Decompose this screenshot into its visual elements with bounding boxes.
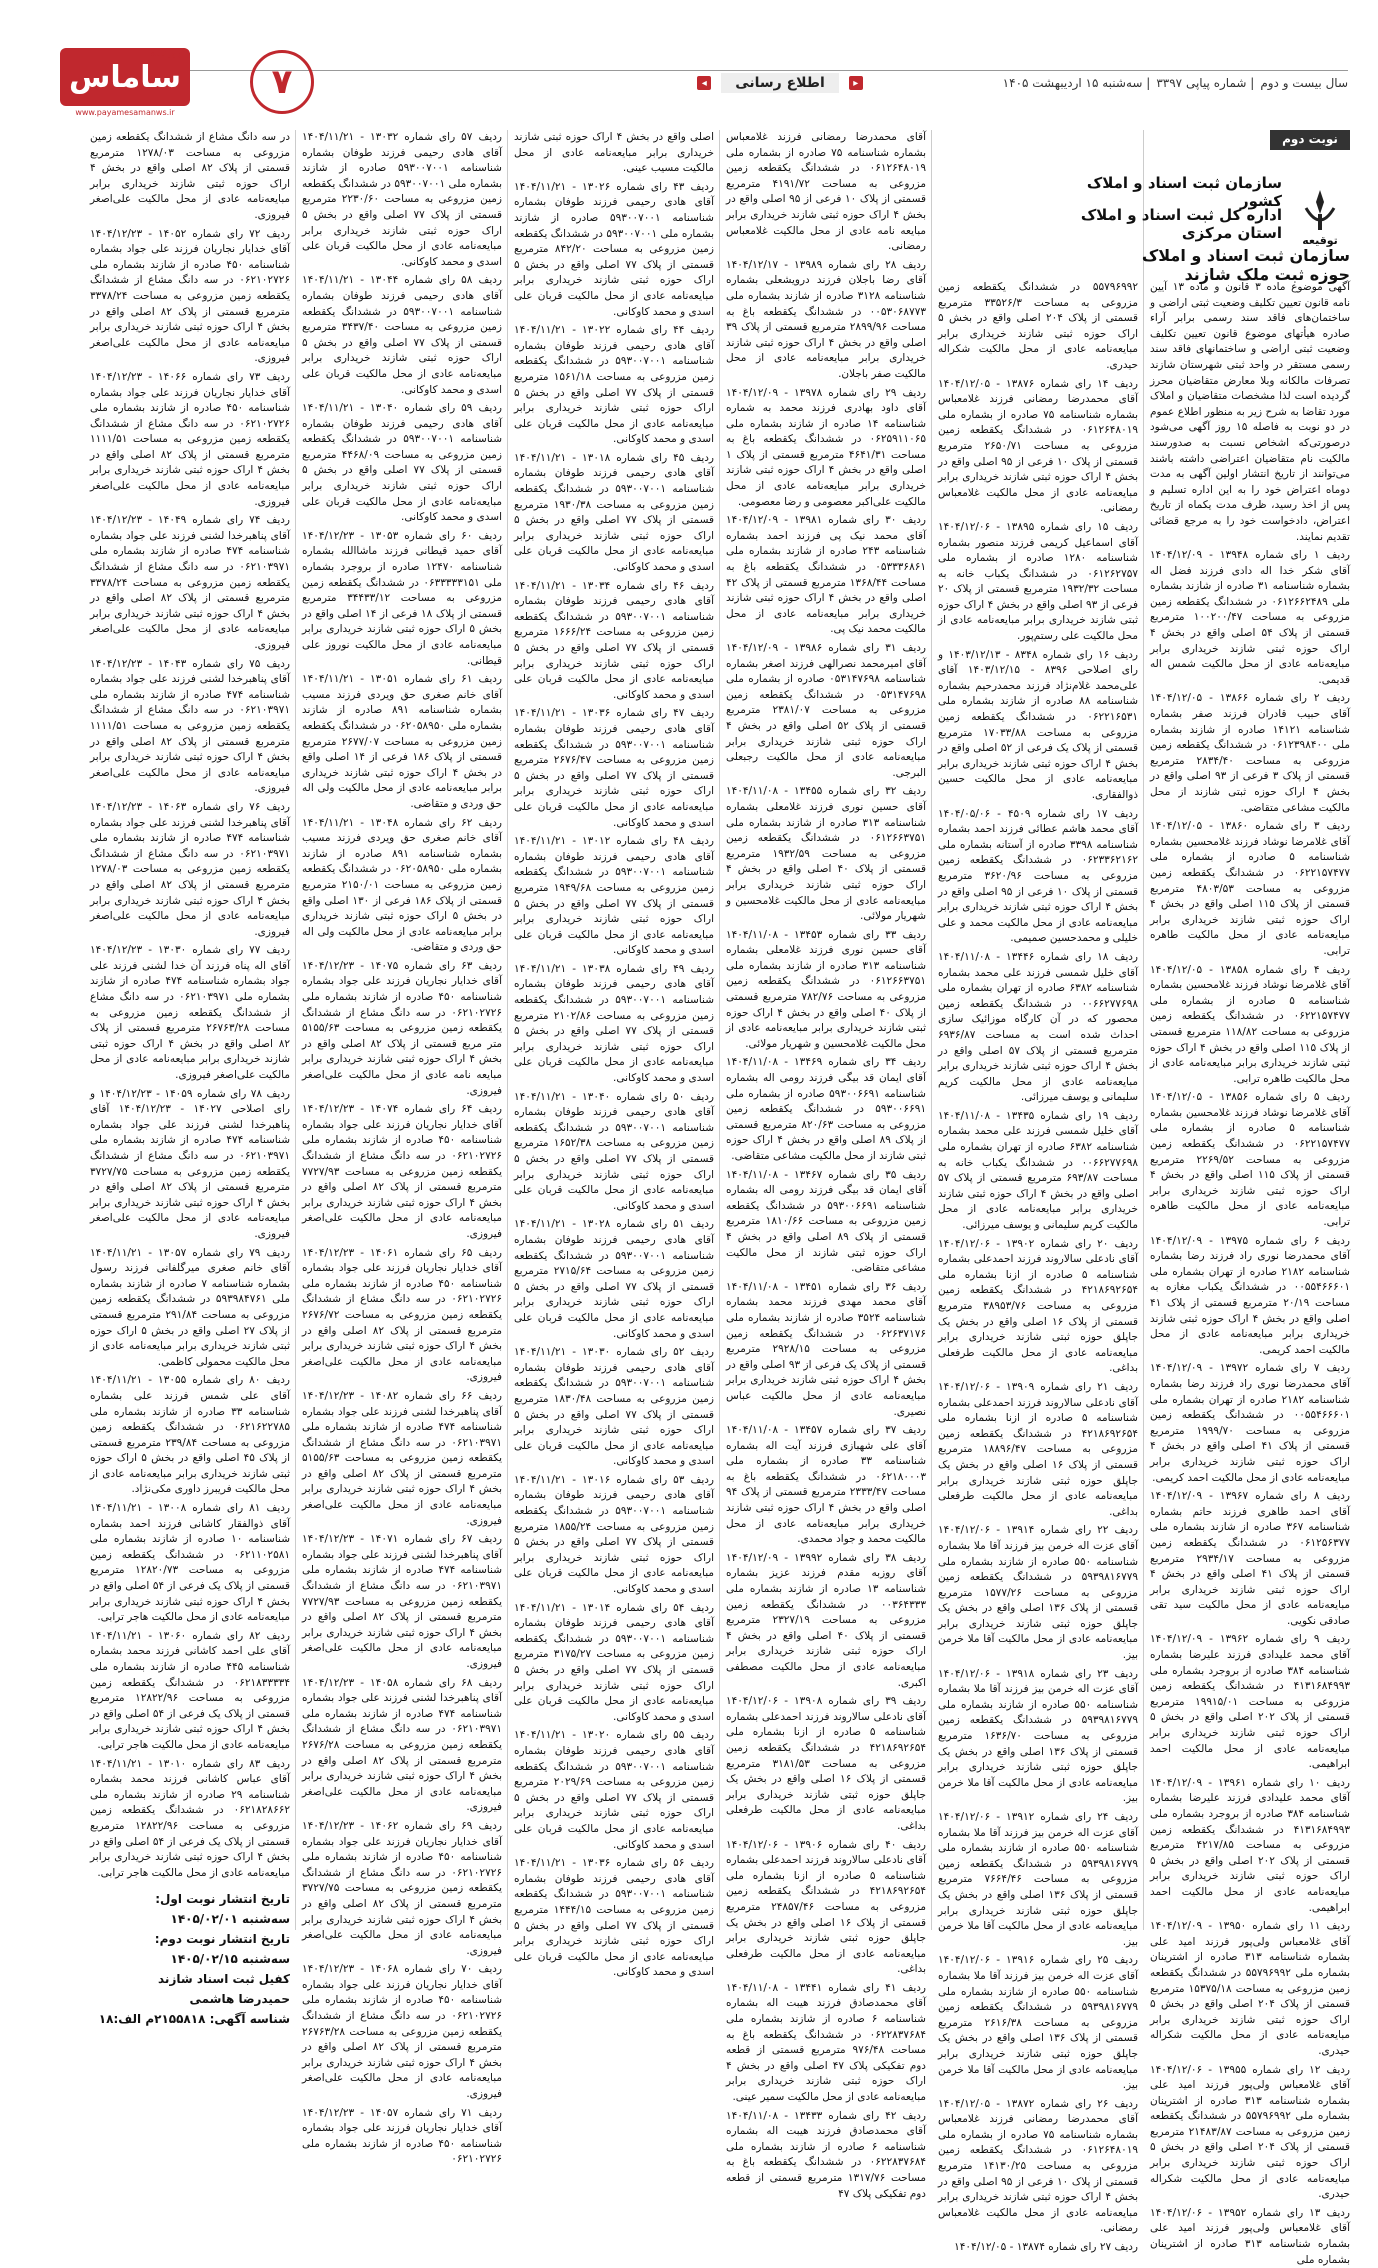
- notice-entry: ردیف ۷۱ رای شماره ۱۴۰۵۷ - ۱۴۰۴/۱۲/۲۳ آقای خدایار نجاریان فرزند علی جواد بشماره شناسنامه ۴۵۰ صادره از شازند بشماره ملی ۰۶۲۱۰۲۷۲۶: [302, 2106, 502, 2166]
- notice-entry: ردیف ۷۶ رای شماره ۱۴۰۶۳ - ۱۴۰۴/۱۲/۲۳ آقای پناهبرخدا لشنی فرزند علی جواد بشماره شناسنامه ۴۷۴ صادره از شازند بشماره ملی ۰۶۲۱۰۳۹۷۱ در سه دانگ مشاع از ششدانگ یکقطعه زمین مزروعی به مساحت ۱۲۷۸/۰۳ مترمربع قسمتی از پلاک ۸۲ اصلی واقع در بخش ۴ اراک حوزه ثبتی شازند خریداری برابر مبایعه‌نامه عادی از محل مالکیت علی‌اصغر فیروزی.: [90, 800, 290, 938]
- notice-entry: ردیف ۷۷ رای شماره ۱۳۰۳۰ - ۱۴۰۴/۱۲/۲۳ آقای اله پناه فرزند آن خدا لشنی فرزند علی جواد بشماره شناسنامه ۴۷۴ صادره از شازند بشماره ملی ۰۶۲۱۰۳۹۷۱ در سه دانگ مشاع از ششدانگ یکقطعه زمین مزروعی به مساحت ۲۶۷۶۳/۲۸ مترمربع قسمتی از پلاک ۸۲ اصلی واقع در بخش ۴ اراک حوزه ثبتی شازند خریداری برابر مبایعه‌نامه عادی از محل مالکیت علی‌اصغر فیروزی.: [90, 944, 290, 1082]
- issue-info: سال بیست و دوم| شماره پیاپی ۳۳۹۷| سه‌شنبه ۱۵ اردیبهشت ۱۴۰۵: [1002, 76, 1348, 90]
- notice-entry: ردیف ۸۱ رای شماره ۱۳۰۰۸ - ۱۴۰۴/۱۱/۲۱ آقای ذوالفقار کاشانی فرزند احمد بشماره شناسنامه ۱۰ صادره از شازند بشماره ملی ۰۶۲۱۱۰۲۵۸۱ در ششدانگ یکقطعه زمین مزروعی به مساحت ۱۲۸۲۰/۷۳ مترمربع قسمتی از پلاک یک فرعی از ۵۴ اصلی واقع در بخش ۴ اراک حوزه ثبتی شازند خریداری برابر مبایعه‌نامه عادی از محل مالکیت هاجر ترابی.: [90, 1502, 290, 1624]
- notice-entry: ردیف ۳۰ رای شماره ۱۳۹۸۱ - ۱۴۰۴/۱۲/۰۹ آقای محمد نیک پی فرزند احمد بشماره شناسنامه ۲۴۳ صادره از شازند بشماره ملی ۰۵۳۳۳۶۸۶۱ در ششدانگ یکقطعه باغ به مساحت ۱۳۶۸/۴۴ مترمربع قسمتی از پلاک ۴۲ اصلی واقع در بخش ۴ اراک حوزه ثبتی شازند خریداری برابر مبایعه‌نامه عادی از محل مالکیت محمد نیک پی.: [726, 514, 927, 636]
- column-5: [302, 130, 503, 2166]
- notice-entry: ردیف ۲ رای شماره ۱۳۸۶۶ - ۱۴۰۴/۱۲/۰۵ آقای حبیب قادران فرزند صفر بشماره شناسنامه ۱۴۱۲۱ صادره از شازند بشماره ملی ۰۶۱۲۳۹۸۴۰۰ در ششدانگ یکقطعه زمین مزروعی به مساحت ۲۸۳۴/۴۰ مترمربع قسمتی از پلاک ۳ فرعی از ۹۳ اصلی واقع در بخش ۴ اراک حوزه ثبتی شازند از محل مالکیت مشاعی متقاضی.: [1150, 692, 1350, 814]
- notice-entry: ردیف ۴۴ رای شماره ۱۳۰۲۲ - ۱۴۰۴/۱۱/۲۱ آقای هادی رحیمی فرزند طوفان بشماره شناسنامه ۵۹۳۰۰۷۰۰۱ در ششدانگ یکقطعه زمین مزروعی به مساحت ۱۵۶۱/۱۸ مترمربع قسمتی از پلاک ۷۷ اصلی واقع در بخش ۵ اراک حوزه ثبتی شازند خریداری برابر مبایعه‌نامه عادی از محل مالکیت قربان علی اسدی و محمد کاوکانی.: [514, 324, 715, 446]
- column-divider: [1143, 130, 1144, 1930]
- footer-signer-name: حمیدرضا هاشمی: [189, 1992, 290, 2007]
- notice-entry: ردیف ۷ رای شماره ۱۳۹۷۲ - ۱۴۰۴/۱۲/۰۹ آقای محمدرضا نوری راد فرزند رضا بشماره شناسنامه ۲۱۸۲ صادره از تهران بشماره ملی ۰۰۵۵۴۶۶۶۰۱ در ششدانگ یکقطعه زمین مزروعی به مساحت ۱۹۹۹/۷۰ مترمربع قسمتی از پلاک ۴۱ اصلی واقع در بخش ۴ اراک حوزه ثبتی شازند خریداری برابر مبایعه‌نامه عادی از محل مالکیت احمد کریمی.: [1150, 1362, 1350, 1484]
- column-1: [1150, 130, 1351, 2266]
- publication-badge: نوبت دوم: [1270, 130, 1350, 150]
- notice-entry: ردیف ۷۴ رای شماره ۱۴۰۴۹ - ۱۴۰۴/۱۲/۲۳ آقای پناهبرخدا لشنی فرزند علی جواد بشماره شناسنامه ۴۷۴ صادره از شازند بشماره ملی ۰۶۲۱۰۳۹۷۱ در سه دانگ مشاع از ششدانگ یکقطعه زمین مزروعی به مساحت ۳۳۷۸/۲۴ مترمربع قسمتی از پلاک ۸۲ اصلی واقع در بخش ۴ اراک حوزه ثبتی شازند خریداری برابر مبایعه‌نامه عادی از محل مالکیت علی‌اصغر فیروزی.: [90, 514, 290, 651]
- column-3: [726, 130, 927, 2200]
- column-2: [938, 130, 1139, 2254]
- newspaper-logo[interactable]: [60, 48, 230, 120]
- notice-entry: ردیف ۱۷ رای شماره ۴۵۰۹ - ۱۴۰۴/۰۵/۰۶ آقای محمد هاشم عطائی فرزند احمد بشماره شناسنامه ۳۳۹۸ صادره از آستانه بشماره ملی ۰۶۲۳۳۶۲۱۶۲ در ششدانگ یکقطعه زمین مزروعی به مساحت ۳۶۲۰/۹۶ مترمربع قسمتی از پلاک ۱۰ فرعی از ۹۵ اصلی واقع در بخش ۴ اراک حوزه ثبتی شازند خریداری برابر مبایعه‌نامه عادی از محل مالکیت محمد و علی خلیلی و محمدحسین صمیمی.: [938, 807, 1138, 945]
- page-header: [0, 0, 1378, 120]
- notice-footer: [90, 1889, 290, 2029]
- notice-columns: [60, 130, 1351, 2266]
- column-divider: [507, 130, 508, 1930]
- notice-entry: ردیف ۶۴ رای شماره ۱۴۰۷۴ - ۱۴۰۴/۱۲/۲۳ آقای خدایار نجاریان فرزند علی جواد بشماره شناسنامه ۴۵۰ صادره از شازند بشماره ملی ۰۶۲۱۰۲۷۲۶ در سه دانگ مشاع از ششدانگ یکقطعه زمین مزروعی به مساحت ۷۷۲۷/۹۳ مترمربع قسمتی از پلاک ۸۲ اصلی واقع در بخش ۴ اراک حوزه ثبتی شازند خریداری برابر مبایعه‌نامه عادی از محل مالکیت علی‌اصغر فیروزی.: [302, 1103, 502, 1240]
- notice-entry: ردیف ۱۰ رای شماره ۱۳۹۶۱ - ۱۴۰۴/۱۲/۰۹ آقای محمد علیدادی فرزند علیرضا بشماره شناسنامه ۳۸۴ صادره از بروجرد بشماره ملی ۴۱۳۱۶۸۴۹۹۳ در ششدانگ یکقطعه زمین مزروعی به مساحت ۴۲۱۷/۸۵ مترمربع قسمتی از پلاک ۲۰۲ اصلی واقع در بخش ۵ اراک حوزه ثبتی شازند خریداری برابر مبایعه‌نامه عادی از محل مالکیت احمد ابراهیمی.: [1150, 1776, 1350, 1914]
- notice-entry: ردیف ۶۶ رای شماره ۱۴۰۸۲ - ۱۴۰۴/۱۲/۲۳ آقای پناهبرخدا لشنی فرزند علی جواد بشماره شناسنامه ۴۷۴ صادره از شازند بشماره ملی ۰۶۲۱۰۳۹۷۱ در سه دانگ مشاع از ششدانگ یکقطعه زمین مزروعی به مساحت ۵۱۵۵/۶۳ مترمربع قسمتی از پلاک ۸۲ اصلی واقع در بخش ۴ اراک حوزه ثبتی شازند خریداری برابر مبایعه‌نامه عادی از محل مالکیت علی‌اصغر فیروزی.: [302, 1389, 502, 1527]
- notice-entry: ردیف ۵۰ رای شماره ۱۳۰۴۰ - ۱۴۰۴/۱۱/۲۱ آقای هادی رحیمی فرزند طوفان بشماره شناسنامه ۵۹۳۰۰۷۰۰۱ در ششدانگ یکقطعه زمین مزروعی به مساحت ۱۶۵۲/۳۸ مترمربع قسمتی از پلاک ۷۷ اصلی واقع در بخش ۵ اراک حوزه ثبتی شازند خریداری برابر مبایعه‌نامه عادی از محل مالکیت قربان علی اسدی و محمد کاوکانی.: [514, 1090, 715, 1212]
- footer-first-date-label: تاریخ انتشار نوبت اول:: [155, 1892, 290, 1907]
- notice-entry: ردیف ۳۲ رای شماره ۱۳۴۵۵ - ۱۴۰۴/۱۱/۰۸ آقای حسین نوری فرزند غلامعلی بشماره شناسنامه ۳۱۳ صادره از شازند بشماره ملی ۰۶۱۲۶۶۳۷۵۱ در ششدانگ یکقطعه زمین مزروعی به مساحت ۱۹۳۲/۵۹ مترمربع قسمتی از پلاک ۴۰ اصلی واقع در بخش ۴ اراک حوزه ثبتی شازند خریداری برابر مبایعه‌نامه عادی از محل مالکیت غلامحسین و شهریار مولائی.: [726, 785, 926, 923]
- notice-entry: ردیف ۵۴ رای شماره ۱۳۰۱۴ - ۱۴۰۴/۱۱/۲۱ آقای هادی رحیمی فرزند طوفان بشماره شناسنامه ۵۹۳۰۰۷۰۰۱ در ششدانگ یکقطعه زمین مزروعی به مساحت ۳۱۷۵/۲۷ مترمربع قسمتی از پلاک ۷۷ اصلی واقع در بخش ۵ اراک حوزه ثبتی شازند خریداری برابر مبایعه‌نامه عادی از محل مالکیت قربان علی اسدی و محمد کاوکانی.: [514, 1601, 715, 1723]
- notice-entry: ردیف ۲۷ رای شماره ۱۳۸۷۴ - ۱۴۰۴/۱۲/۰۵: [954, 2241, 1138, 2254]
- notice-entry: ردیف ۲۵ رای شماره ۱۳۹۱۶ - ۱۴۰۴/۱۲/۰۶ آقای عزت اله خرمن بیز فرزند آقا ملا بشماره شناسنامه ۵۵۰ صادره از شازند بشماره ملی ۵۹۳۹۸۱۶۷۷۹ در ششدانگ یکقطعه زمین مزروعی به مساحت ۲۶۱۶/۳۸ مترمربع قسمتی از پلاک ۱۳۶ اصلی واقع در بخش یک جاپلق حوزه ثبتی شازند خریداری برابر مبایعه‌نامه عادی از محل مالکیت آقا ملا خرمن بیز.: [938, 1954, 1139, 2092]
- notice-entry: ردیف ۱۵ رای شماره ۱۳۸۹۵ - ۱۴۰۴/۱۲/۰۶ آقای اسماعیل کریمی فرزند منصور بشماره شناسنامه ۱۲۸۰ صادره از بشماره ملی ۰۶۱۲۶۲۷۵۷ در ششدانگ یکباب خانه به مساحت ۱۹۳۲/۳۲ مترمربع قسمتی از پلاک ۲۰ فرعی از ۹۳ اصلی واقع در بخش ۴ اراک حوزه ثبتی شازند خریداری برابر مبایعه‌نامه عادی از محل مالکیت علی رستم‌پور.: [938, 520, 1138, 643]
- notice-entry: آقای محمدرضا رمضانی فرزند غلامعباس بشماره شناسنامه ۷۵ صادره از بشماره ملی ۰۶۱۲۶۴۸۰۱۹ در ششدانگ یکقطعه زمین مزروعی به مساحت ۴۱۹۱/۷۲ مترمربع قسمتی از پلاک ۱۰ فرعی از ۹۵ اصلی واقع در بخش ۴ اراک حوزه ثبتی شازند خریداری برابر مبایعه نامه عادی از محل مالکیت غلامعباس رمضانی.: [726, 131, 927, 253]
- notice-entry: ردیف ۴۷ رای شماره ۱۳۰۳۶ - ۱۴۰۴/۱۱/۲۱ آقای هادی رحیمی فرزند طوفان بشماره شناسنامه ۵۹۳۰۰۷۰۰۱ در ششدانگ یکقطعه زمین مزروعی به مساحت ۲۶۷۶/۴۷ مترمربع قسمتی از پلاک ۷۷ اصلی واقع در بخش ۵ اراک حوزه ثبتی شازند خریداری برابر مبایعه‌نامه عادی از محل مالکیت قربان علی اسدی و محمد کاوکانی.: [514, 707, 715, 829]
- notice-entry: ردیف ۷۹ رای شماره ۱۳۰۵۷ - ۱۴۰۴/۱۱/۲۱ آقای خانم صغری میرگلفانی فرزند رسول بشماره شناسنامه ۷ صادره از شازند بشماره ملی ۵۹۳۹۸۴۷۶۱ در ششدانگ یکقطعه زمین مزروعی به مساحت ۲۹۱/۸۴ مترمربع قسمتی از پلاک ۲۷ اصلی واقع در بخش ۵ اراک حوزه ثبتی شازند خریداری برابر مبایعه‌نامه عادی از محل مالکیت محمولی کاظمی.: [90, 1246, 290, 1368]
- footer-second-date-label: تاریخ انتشار نوبت دوم:: [154, 1932, 290, 1947]
- notice-entry: ردیف ۵۲ رای شماره ۱۳۰۳۰ - ۱۴۰۴/۱۱/۲۱ آقای هادی رحیمی فرزند طوفان بشماره شناسنامه ۵۹۳۰۰۷۰۰۱ در ششدانگ یکقطعه زمین مزروعی به مساحت ۱۸۳۰/۴۸ مترمربع قسمتی از پلاک ۷۷ اصلی واقع در بخش ۵ اراک حوزه ثبتی شازند خریداری برابر مبایعه‌نامه عادی از محل مالکیت قربان علی اسدی و محمد کاوکانی.: [514, 1346, 715, 1468]
- notice-entry: ردیف ۲۳ رای شماره ۱۳۹۱۸ - ۱۴۰۴/۱۲/۰۶ آقای عزت اله خرمن بیز فرزند آقا ملا بشماره شناسنامه ۵۵۰ صادره از شازند بشماره ملی ۵۹۳۹۸۱۶۷۷۹ در ششدانگ یکقطعه زمین مزروعی به مساحت ۱۶۳۶/۷۰ مترمربع قسمتی از پلاک ۱۳۶ اصلی واقع در بخش یک جاپلق حوزه ثبتی شازند خریداری برابر مبایعه‌نامه عادی از محل مالکیت آقا ملا خرمن بیز.: [938, 1667, 1139, 1805]
- notice-entry: ردیف ۶ رای شماره ۱۳۹۷۵ - ۱۴۰۴/۱۲/۰۹ آقای محمدرضا نوری راد فرزند رضا بشماره شناسنامه ۲۱۸۲ صادره از تهران بشماره ملی ۰۰۵۵۴۶۶۶۰۱ در ششدانگ یکباب مغازه به مساحت ۲۰/۱۹ مترمربع قسمتی از پلاک ۴۱ اصلی واقع در بخش ۴ اراک حوزه ثبتی شازند خریداری برابر مبایعه‌نامه عادی از محل مالکیت احمد کریمی.: [1150, 1234, 1351, 1356]
- footer-signer-title: کفیل ثبت اسناد شازند: [158, 1972, 290, 1987]
- notice-entry: ردیف ۱۸ رای شماره ۱۳۴۴۶ - ۱۴۰۴/۱۱/۰۸ آقای خلیل شمسی فرزند علی محمد بشماره شناسنامه ۶۳۸۲ صادره از تهران بشماره ملی ۰۰۶۶۲۷۷۶۹۸ در ششدانگ یکقطعه زمین محصور که در آن کارگاه موزائیک سازی احداث شده است به مساحت ۶۹۳۶/۸۷ مترمربع قسمتی از پلاک ۵۷ اصلی واقع در بخش ۴ اراک حوزه ثبتی شازند خریداری برابر مبایعه‌نامه عادی از محل مالکیت کریم سلیمانی و یوسف میرزائی.: [938, 950, 1138, 1104]
- notice-entry: ردیف ۲۰ رای شماره ۱۳۹۰۲ - ۱۴۰۴/۱۲/۰۶ آقای نادعلی سالاروند فرزند احمدعلی بشماره شناسنامه ۵ صادره از ازنا بشماره ملی ۴۲۱۸۶۹۲۶۵۴ در ششدانگ یکقطعه زمین مزروعی به مساحت ۳۸۹۵۳/۷۶ مترمربع قسمتی از پلاک ۱۶ اصلی واقع در بخش یک جاپلق حوزه ثبتی شازند خریداری برابر مبایعه‌نامه عادی از محل مالکیت طرفعلی بداغی.: [938, 1237, 1138, 1375]
- notice-entry: اصلی واقع در بخش ۴ اراک حوزه ثبتی شازند خریداری برابر مبایعه‌نامه عادی از محل مالکیت مسیب عینی.: [514, 131, 715, 175]
- notice-entry: ردیف ۱۶ رای شماره ۸۳۴۸ - ۱۴۰۳/۱۲/۱۳ و رای اصلاحی ۸۳۹۶ - ۱۴۰۳/۱۲/۱۵ آقای علی‌محمد غلام‌نژاد فرزند محمدرحیم بشماره شناسنامه ۸۸ صادره از شازند بشماره ملی ۰۶۲۲۱۶۵۳۱ در ششدانگ یکقطعه زمین مزروعی به مساحت ۱۷۰۳۳/۸۸ مترمربع قسمتی از پلاک یک فرعی از ۵۲ اصلی واقع در بخش ۴ اراک حوزه ثبتی شازند خریداری برابر مبایعه‌نامه عادی از محل مالکیت حسین ذوالفقاری.: [938, 648, 1138, 801]
- notice-entry: ردیف ۶۰ رای شماره ۱۳۰۵۳ - ۱۴۰۴/۱۲/۲۳ آقای حمید قیطانی فرزند ماشاالله بشماره شناسنامه ۱۲۴۷۰ صادره از بروجرد بشماره ملی ۰۶۳۳۳۳۳۱۵۱ در ششدانگ یکقطعه زمین مزروعی به مساحت ۳۴۴۳۳/۱۲ مترمربع قسمتی از پلاک ۱۸ فرعی از ۱۴ اصلی واقع در بخش ۵ اراک حوزه ثبتی شازند خریداری برابر مبایعه‌نامه عادی از محل مالکیت نوروز علی قیطانی.: [302, 529, 502, 667]
- section-arrow-right-icon: ▸: [849, 76, 863, 90]
- issue-volume: سال بیست و دوم: [1260, 76, 1348, 90]
- notice-entry: ردیف ۶۲ رای شماره ۱۳۰۴۸ - ۱۴۰۴/۱۱/۲۱ آقای خانم صغری حق ویردی فرزند مسیب بشماره شناسنامه ۸۹۱ صادره از شازند بشماره ملی ۰۶۲۰۵۸۹۵۰ در ششدانگ یکقطعه زمین مزروعی به مساحت ۲۱۵۰/۰۱ مترمربع قسمتی از پلاک ۱۸۶ فرعی از ۱۳۰ اصلی واقع در بخش ۵ اراک حوزه ثبتی شازند خریداری برابر مبایعه‌نامه عادی از محل مالکیت ولی اله حق وردی و متقاضی.: [302, 816, 503, 954]
- notice-entry: ردیف ۶۵ رای شماره ۱۴۰۶۱ - ۱۴۰۴/۱۲/۲۳ آقای خدایار نجاریان فرزند علی جواد بشماره شناسنامه ۴۵۰ صادره از شازند بشماره ملی ۰۶۲۱۰۲۷۲۶ در سه دانگ مشاع از ششدانگ یکقطعه زمین مزروعی به مساحت ۲۶۷۶/۷۲ مترمربع قسمتی از پلاک ۸۲ اصلی واقع در بخش ۴ اراک حوزه ثبتی شازند خریداری برابر مبایعه‌نامه عادی از محل مالکیت علی‌اصغر فیروزی.: [302, 1246, 502, 1384]
- notice-entry: ردیف ۴۵ رای شماره ۱۳۰۱۸ - ۱۴۰۴/۱۱/۲۱ آقای هادی رحیمی فرزند طوفان بشماره شناسنامه ۵۹۳۰۰۷۰۰۱ در ششدانگ یکقطعه زمین مزروعی به مساحت ۱۹۳۰/۳۸ مترمربع قسمتی از پلاک ۷۷ اصلی واقع در بخش ۵ اراک حوزه ثبتی شازند خریداری برابر مبایعه‌نامه عادی از محل مالکیت قربان علی اسدی و محمد کاوکانی.: [514, 451, 715, 574]
- notice-entry: ردیف ۶۱ رای شماره ۱۳۰۵۱ - ۱۴۰۴/۱۱/۲۱ آقای خانم صغری حق ویردی فرزند مسیب بشماره شناسنامه ۸۹۱ صادره از شازند بشماره ملی ۰۶۲۰۵۸۹۵۰ در ششدانگ یکقطعه زمین مزروعی به مساحت ۲۶۷۷/۰۷ مترمربع قسمتی از پلاک ۱۸۶ فرعی از ۱۴ اصلی واقع در بخش ۴ اراک حوزه ثبتی شازند خریداری برابر مبایعه‌نامه عادی از محل مالکیت ولی اله حق وردی و متقاضی.: [302, 673, 503, 810]
- notice-entry: ردیف ۳۳ رای شماره ۱۳۴۵۳ - ۱۴۰۴/۱۱/۰۸ آقای حسین نوری فرزند غلامعلی بشماره شناسنامه ۳۱۳ صادره از شازند بشماره ملی ۰۶۱۲۶۶۳۷۵۱ در ششدانگ یکقطعه زمین مزروعی به مساحت ۷۸۲/۷۶ مترمربع قسمتی از پلاک ۴۰ اصلی واقع در بخش ۴ اراک حوزه ثبتی شازند خریداری برابر مبایعه‌نامه عادی از محل مالکیت غلامحسین و شهریار مولائی.: [726, 928, 926, 1050]
- notice-entry: ردیف ۴۱ رای شماره ۱۳۴۴۱ - ۱۴۰۴/۱۱/۰۸ آقای محمدصادق فرزند هیبت اله بشماره شناسنامه ۶ صادره از شازند بشماره ملی ۰۶۲۲۸۳۷۶۸۴ در ششدانگ یکقطعه باغ به مساحت ۹۷۶/۴۸ مترمربع قسمتی از قطعه دوم تفکیکی پلاک ۴۷ اصلی واقع در بخش ۴ اراک حوزه ثبتی شازند خریداری برابر مبایعه‌نامه عادی از محل مالکیت سمیر عینی.: [726, 1981, 926, 2104]
- notice-entry: ردیف ۳۸ رای شماره ۱۳۹۹۲ - ۱۴۰۴/۱۲/۰۹ آقای روزبه مقدم فرزند عزیز بشماره شناسنامه ۱۳ صادره از شازند بشماره ملی ۰۰۳۶۴۳۳۳ در ششدانگ یکقطعه زمین مزروعی به مساحت ۲۳۲۷/۱۹ مترمربع قسمتی از پلاک ۴۰ اصلی واقع در بخش ۴ اراک حوزه ثبتی شازند خریداری برابر مبایعه‌نامه عادی از محل مالکیت مصطفی اکبری.: [726, 1551, 926, 1689]
- logo-url: www.payamesamanws.ir: [75, 108, 175, 117]
- footer-ad-id: شناسه آگهی: ۲۱۵۵۸۱۸م الف:۱۸: [98, 2012, 290, 2027]
- notice-entry: ردیف ۷۳ رای شماره ۱۴۰۶۶ - ۱۴۰۴/۱۲/۲۳ آقای خدایار نجاریان فرزند علی جواد بشماره شناسنامه ۴۵۰ صادره از شازند بشماره ملی ۰۶۲۱۰۲۷۲۶ در سه دانگ مشاع از ششدانگ یکقطعه زمین مزروعی به مساحت ۱۱۱۱/۵۱ مترمربع قسمتی از پلاک ۸۲ اصلی واقع در بخش ۴ اراک حوزه ثبتی شازند خریداری برابر مبایعه‌نامه عادی از محل مالکیت علی‌اصغر فیروزی.: [90, 370, 290, 508]
- notice-intro: آگهی موضوع ماده ۳ قانون و ماده ۱۳ آیین نامه قانون تعیین تکلیف وضعیت ثبتی اراضی و ساختمان‌های فاقد سند رسمی برابر آراء صادره هیأتهای موضوع قانون تعیین تکلیف وضعیت ثبتی اراضی و ساختمانهای فاقد سند رسمی مستقر در واحد ثبتی شهرستان شازند تصرفات مالکانه وبلا معارض متقاضیان محرز گردیده است لذا مشخصات متقاضیان و املاک مورد تقاضا به شرح زیر به منظور اطلاع عموم در دو نوبت به فاصله ۱۵ روز آگهی می‌شود درصورتی‌که اشخاص نسبت به صدورسند مالکیت نام متقاضیان اعتراضی داشته باشند می‌توانند از تاریخ انتشار اولین آگهی به مدت دوماه اعتراض خود را به این اداره تسلیم و پس از اخذ رسید، ظرف مدت یکماه از تاریخ اعتراض، دادخواست خود را به مرجع قضائی تقدیم نمایند.: [1150, 281, 1350, 543]
- notice-entry: ردیف ۸۳ رای شماره ۱۳۰۱۰ - ۱۴۰۴/۱۱/۲۱ آقای عباس کاشانی فرزند محمد بشماره شناسنامه ۲۹ صادره از شازند بشماره ملی ۰۶۲۱۸۲۸۶۶۲ در ششدانگ یکقطعه زمین مزروعی به مساحت ۱۲۸۲۲/۹۶ مترمربع قسمتی از پلاک یک فرعی از ۵۴ اصلی واقع در بخش ۴ اراک حوزه ثبتی شازند خریداری برابر مبایعه‌نامه عادی از محل مالکیت هاجر ترابی.: [90, 1757, 290, 1879]
- notice-entry: ردیف ۵ رای شماره ۱۳۸۵۶ - ۱۴۰۴/۱۲/۰۵ آقای غلامرضا نوشاد فرزند غلامحسین بشماره شناسنامه ۵ صادره از بشماره ملی ۰۶۲۲۱۵۷۴۷۷ در ششدانگ یکقطعه زمین مزروعی به مساحت ۲۲۶۹/۵۲ مترمربع قسمتی از پلاک ۱۱۵ اصلی واقع در بخش ۴ اراک حوزه ثبتی شازند خریداری برابر مبایعه‌نامه عادی از محل مالکیت طاهره ترابی.: [1150, 1091, 1350, 1229]
- notice-entry: ردیف ۷۰ رای شماره ۱۴۰۶۸ - ۱۴۰۴/۱۲/۲۳ آقای خدایار نجاریان فرزند علی جواد بشماره شناسنامه ۴۵۰ صادره از شازند بشماره ملی ۰۶۲۱۰۲۷۲۶ در سه دانگ مشاع از ششدانگ یکقطعه زمین مزروعی به مساحت ۲۶۷۶۳/۲۸ مترمربع قسمتی از پلاک ۸۲ اصلی واقع در بخش ۴ اراک حوزه ثبتی شازند خریداری برابر مبایعه‌نامه عادی از محل مالکیت علی‌اصغر فیروزی.: [302, 1963, 502, 2101]
- section-title: اطلاع رسانی: [721, 73, 839, 93]
- notice-entry: ردیف ۳۴ رای شماره ۱۳۴۶۹ - ۱۴۰۴/۱۱/۰۸ آقای ایمان قد بیگی فرزند رومی اله بشماره شناسنامه ۵۹۳۰۰۶۶۹۱ صادره از بشماره ملی ۵۹۳۰۰۶۶۹۱ در ششدانگ یکقطعه زمین مزروعی به مساحت ۸۲۰/۶۳ مترمربع قسمتی از پلاک ۸۹ اصلی واقع در بخش ۴ اراک حوزه ثبتی شازند از محل مالکیت مشاعی متقاضی.: [726, 1056, 926, 1162]
- notice-entry: ردیف ۱۴ رای شماره ۱۳۸۷۶ - ۱۴۰۴/۱۲/۰۵ آقای محمدرضا رمضانی فرزند غلامعباس بشماره شناسنامه ۷۵ صادره از بشماره ملی ۰۶۱۲۶۴۸۰۱۹ در ششدانگ یکقطعه زمین مزروعی به مساحت ۲۶۵۰/۷۱ مترمربع قسمتی از پلاک ۱۰ فرعی از ۹۵ اصلی واقع در بخش ۴ اراک حوزه ثبتی شازند خریداری برابر مبایعه‌نامه عادی از محل مالکیت غلامعباس رمضانی.: [938, 377, 1139, 515]
- notice-entry: ردیف ۳۶ رای شماره ۱۳۴۵۱ - ۱۴۰۴/۱۱/۰۸ آقای محمد مهدی فرزند محمد بشماره شناسنامه ۳۵۲۴ صادره از شازند بشماره ملی ۰۶۲۶۳۷۱۷۶ در ششدانگ یکقطعه زمین مزروعی به مساحت ۲۹۲۸/۱۵ مترمربع قسمتی از پلاک یک فرعی از ۹۳ اصلی واقع در بخش ۴ اراک حوزه ثبتی شازند خریداری برابر مبایعه‌نامه عادی از محل مالکیت عباس نصیری.: [726, 1280, 926, 1418]
- org-title-1: سازمان ثبت اسناد و املاک کشور: [1086, 174, 1282, 210]
- notice-entry: ردیف ۴۸ رای شماره ۱۳۰۱۲ - ۱۴۰۴/۱۱/۲۱ آقای هادی رحیمی فرزند طوفان بشماره شناسنامه ۵۹۳۰۰۷۰۰۱ در ششدانگ یکقطعه زمین مزروعی به مساحت ۱۹۴۹/۶۸ مترمربع قسمتی از پلاک ۷۷ اصلی واقع در بخش ۵ اراک حوزه ثبتی شازند خریداری برابر مبایعه‌نامه عادی از محل مالکیت قربان علی اسدی و محمد کاوکانی.: [514, 835, 715, 957]
- issue-number: شماره پیاپی ۳۳۹۷: [1156, 76, 1247, 90]
- notice-entry: ردیف ۶۷ رای شماره ۱۴۰۷۱ - ۱۴۰۴/۱۲/۲۳ آقای پناهبرخدا لشنی فرزند علی جواد بشماره شناسنامه ۴۷۴ صادره از شازند بشماره ملی ۰۶۲۱۰۳۹۷۱ در سه دانگ مشاع از ششدانگ یکقطعه زمین مزروعی به مساحت ۷۷۲۷/۹۳ مترمربع قسمتی از پلاک ۸۲ اصلی واقع در بخش ۴ اراک حوزه ثبتی شازند خریداری برابر مبایعه‌نامه عادی از محل مالکیت علی‌اصغر فیروزی.: [302, 1533, 502, 1670]
- notice-entry: ردیف ۳۵ رای شماره ۱۳۴۶۷ - ۱۴۰۴/۱۱/۰۸ آقای ایمان قد بیگی فرزند رومی اله بشماره شناسنامه ۵۹۳۰۰۶۶۹۱ در ششدانگ یکقطعه زمین مزروعی به مساحت ۱۸۱۰/۶۶ مترمربع قسمتی از پلاک ۸۹ اصلی واقع در بخش ۴ اراک حوزه ثبتی شازند از محل مالکیت مشاعی متقاضی.: [726, 1168, 927, 1275]
- notice-entry: ردیف ۵۵ رای شماره ۱۳۰۲۰ - ۱۴۰۴/۱۱/۲۱ آقای هادی رحیمی فرزند طوفان بشماره شناسنامه ۵۹۳۰۰۷۰۰۱ در ششدانگ یکقطعه زمین مزروعی به مساحت ۲۰۲۹/۶۹ مترمربع قسمتی از پلاک ۷۷ اصلی واقع در بخش ۵ اراک حوزه ثبتی شازند خریداری برابر مبایعه‌نامه عادی از محل مالکیت قربان علی اسدی و محمد کاوکانی.: [514, 1729, 715, 1851]
- org-title-3: سازمان ثبت اسناد و املاک حوزه ثبت ملک شازند: [1141, 246, 1350, 284]
- column-divider: [295, 130, 296, 1930]
- notice-entry: ردیف ۷۸ رای شماره ۱۴۰۵۹ - ۱۴۰۴/۱۲/۲۳ و رای اصلاحی ۱۴۰۲۷ - ۱۴۰۴/۱۲/۲۳ آقای پناهبرخدا لشنی فرزند علی جواد بشماره شناسنامه ۴۷۴ صادره از شازند بشماره ملی ۰۶۲۱۰۳۹۷۱ در سه دانگ مشاع از ششدانگ یکقطعه زمین مزروعی به مساحت ۳۷۲۷/۷۵ مترمربع قسمتی از پلاک ۸۲ اصلی واقع در بخش ۴ اراک حوزه ثبتی شازند خریداری برابر مبایعه‌نامه عادی از محل مالکیت علی‌اصغر فیروزی.: [90, 1087, 290, 1240]
- emblem-caption: توقیعه: [1302, 234, 1338, 247]
- notice-entry: ردیف ۵۷ رای شماره ۱۳۰۳۲ - ۱۴۰۴/۱۱/۲۱ آقای هادی رحیمی فرزند طوفان بشماره شناسنامه ۵۹۳۰۰۷۰۰۱ صادره از شازند بشماره ملی ۵۹۳۰۰۷۰۰۱ در ششدانگ یکقطعه زمین مزروعی به مساحت ۲۲۳۰/۶۰ مترمربع قسمتی از پلاک ۷۷ اصلی واقع در بخش ۵ اراک حوزه ثبتی شازند خریداری برابر مبایعه‌نامه عادی از محل مالکیت قربان علی اسدی و محمد کاوکانی.: [302, 131, 503, 268]
- notice-entry: ردیف ۲۹ رای شماره ۱۳۹۷۸ - ۱۴۰۴/۱۲/۰۹ آقای داود بهادری فرزند محمد به شماره شناسنامه ۱۴ صادره از شازند بشماره ملی ۰۶۲۵۹۱۱۰۶۵ در ششدانگ یکقطعه باغ به مساحت ۴۶۴۱/۳۱ مترمربع قسمتی از پلاک ۱ اصلی واقع در بخش ۴ اراک حوزه ثبتی شازند خریداری برابر مبایعه‌نامه عادی از محل مالکیت علی‌اکبر معصومی و رضا معصومی.: [726, 386, 927, 508]
- org-title-2: اداره کل ثبت اسناد و املاک استان مرکزی: [1080, 206, 1282, 242]
- section-label: [660, 72, 900, 94]
- notice-entry: در سه دانگ مشاع از ششدانگ یکقطعه زمین مزروعی به مساحت ۱۲۷۸/۰۳ مترمربع قسمتی از پلاک ۸۲ اصلی واقع در بخش ۴ اراک حوزه ثبتی شازند خریداری برابر مبایعه‌نامه عادی از محل مالکیت علی‌اصغر فیروزی.: [90, 131, 290, 221]
- notice-entry: ردیف ۱۱ رای شماره ۱۳۹۵۰ - ۱۴۰۴/۱۲/۰۹ آقای غلامعباس ولی‌پور فرزند امید علی بشماره شناسنامه ۳۱۳ صادره از اشترینان بشماره ملی ۵۵۷۹۶۹۹۲ در ششدانگ یکقطعه زمین مزروعی به مساحت ۱۵۳۷۵/۱۸ مترمربع قسمتی از پلاک ۲۰۴ اصلی واقع در بخش ۵ اراک حوزه ثبتی شازند خریداری برابر مبایعه‌نامه عادی از محل مالکیت شکراله حیدری.: [1150, 1920, 1351, 2057]
- notice-entry: ردیف ۳ رای شماره ۱۳۸۶۰ - ۱۴۰۴/۱۲/۰۵ آقای غلامرضا نوشاد فرزند غلامحسین بشماره شناسنامه ۵ صادره از بشماره ملی ۰۶۲۲۱۵۷۴۷۷ در ششدانگ یکقطعه زمین مزروعی به مساحت ۴۸۰۳/۵۳ مترمربع قسمتی از پلاک ۱۱۵ اصلی واقع در بخش ۴ اراک حوزه ثبتی شازند خریداری برابر مبایعه‌نامه عادی از محل مالکیت طاهره ترابی.: [1150, 820, 1350, 957]
- page-number: ۷: [250, 50, 314, 114]
- notice-entry: ردیف ۴۳ رای شماره ۱۳۰۲۶ - ۱۴۰۴/۱۱/۲۱ آقای هادی رحیمی فرزند طوفان بشماره شناسنامه ۵۹۳۰۰۷۰۰۱ صادره از شازند بشماره ملی ۵۹۳۰۰۷۰۰۱ در ششدانگ یکقطعه زمین مزروعی به مساحت ۸۴۲/۲۰ مترمربع قسمتی از پلاک ۷۷ اصلی واقع در بخش ۵ اراک حوزه ثبتی شازند خریداری برابر مبایعه‌نامه عادی از محل مالکیت قربان علی اسدی و محمد کاوکانی.: [514, 180, 715, 318]
- notice-entry: ردیف ۵۱ رای شماره ۱۳۰۲۸ - ۱۴۰۴/۱۱/۲۱ آقای هادی رحیمی فرزند طوفان بشماره شناسنامه ۵۹۳۰۰۷۰۰۱ در ششدانگ یکقطعه زمین مزروعی به مساحت ۲۷۱۵/۶۴ مترمربع قسمتی از پلاک ۷۷ اصلی واقع در بخش ۵ اراک حوزه ثبتی شازند خریداری برابر مبایعه‌نامه عادی از محل مالکیت قربان علی اسدی و محمد کاوکانی.: [514, 1218, 715, 1340]
- issue-date: سه‌شنبه ۱۵ اردیبهشت ۱۴۰۵: [1002, 76, 1143, 90]
- notice-entry: ردیف ۹ رای شماره ۱۳۹۶۲ - ۱۴۰۴/۱۲/۰۹ آقای محمد علیدادی فرزند علیرضا بشماره شناسنامه ۳۸۴ صادره از بروجرد بشماره ملی ۴۱۳۱۶۸۴۹۹۳ در ششدانگ یکقطعه زمین مزروعی به مساحت ۱۹۹۱۵/۰۱ مترمربع قسمتی از پلاک ۲۰۲ اصلی واقع در بخش ۵ اراک حوزه ثبتی شازند خریداری برابر مبایعه‌نامه عادی از محل مالکیت احمد ابراهیمی.: [1150, 1633, 1350, 1771]
- notice-entry: ردیف ۵۹ رای شماره ۱۳۰۴۰ - ۱۴۰۴/۱۱/۲۱ آقای هادی رحیمی فرزند طوفان بشماره شناسنامه ۵۹۳۰۰۷۰۰۱ در ششدانگ یکقطعه زمین مزروعی به مساحت ۴۴۶۸/۰۹ مترمربع قسمتی از پلاک ۷۷ اصلی واقع در بخش ۵ اراک حوزه ثبتی شازند خریداری برابر مبایعه‌نامه عادی از محل مالکیت قربان علی اسدی و محمد کاوکانی.: [302, 402, 503, 524]
- notice-entry: ردیف ۱۹ رای شماره ۱۳۴۳۵ - ۱۴۰۴/۱۱/۰۸ آقای خلیل شمسی فرزند علی محمد بشماره شناسنامه ۶۳۸۲ صادره از تهران بشماره ملی ۰۰۶۶۲۷۷۶۹۸ در ششدانگ یکباب خانه به مساحت ۶۹۳/۸۷ مترمربع قسمتی از پلاک ۵۷ اصلی واقع در بخش ۴ اراک حوزه ثبتی شازند خریداری برابر مبایعه‌نامه عادی از محل مالکیت کریم سلیمانی و یوسف میرزائی.: [938, 1109, 1139, 1232]
- notice-entry: ردیف ۳۱ رای شماره ۱۳۹۸۶ - ۱۴۰۴/۱۲/۰۹ آقای امیرمحمد نصرالهی فرزند اصغر بشماره شناسنامه ۰۵۳۱۴۷۶۹۸ صادره از بشماره ملی ۰۵۳۱۴۷۶۹۸ در ششدانگ یکقطعه زمین مزروعی به مساحت ۲۳۸۱/۰۷ مترمربع قسمتی از پلاک ۵۲ اصلی واقع در بخش ۴ اراک حوزه ثبتی شازند خریداری برابر مبایعه‌نامه عادی از محل مالکیت رجبعلی البرجی.: [726, 642, 926, 779]
- notice-entry: ردیف ۸۰ رای شماره ۱۳۰۵۵ - ۱۴۰۴/۱۱/۲۱ آقای علی شمس فرزند علی بشماره شناسنامه ۳۳ صادره از شازند بشماره ملی ۰۶۲۱۶۲۲۷۸۵ در ششدانگ یکقطعه زمین مزروعی به مساحت ۲۳۹/۸۴ مترمربع قسمتی از پلاک ۴۵ اصلی واقع در بخش ۵ اراک حوزه ثبتی شازند خریداری برابر مبایعه‌نامه عادی از محل مالکیت فریبرز داوری مکی‌نژاد.: [90, 1374, 290, 1496]
- notice-entry: ردیف ۱ رای شماره ۱۳۹۴۸ - ۱۴۰۴/۱۲/۰۹ آقای شکر خدا اله دادی فرزند فضل اله بشماره شناسنامه ۳۱ صادره از شازند بشماره ملی ۰۶۱۲۶۶۲۴۸۹ در ششدانگ یکقطعه زمین مزروعی به مساحت ۱۰۰۲۰۰/۴۷ مترمربع قسمتی از پلاک ۵۴ اصلی واقع در بخش ۴ اراک حوزه ثبتی شازند خریداری برابر مبایعه‌نامه عادی از محل مالکیت شمس اله قدیمی.: [1150, 549, 1350, 686]
- notice-title-block: [930, 150, 1350, 300]
- section-arrow-left-icon: ◂: [697, 76, 711, 90]
- notice-entry: ردیف ۲۴ رای شماره ۱۳۹۱۲ - ۱۴۰۴/۱۲/۰۶ آقای عزت اله خرمن بیز فرزند آقا ملا بشماره شناسنامه ۵۵۰ صادره از شازند بشماره ملی ۵۹۳۹۸۱۶۷۷۹ در ششدانگ یکقطعه زمین مزروعی به مساحت ۷۶۶۴/۴۶ مترمربع قسمتی از پلاک ۱۳۶ اصلی واقع در بخش یک جاپلق حوزه ثبتی شازند خریداری برابر مبایعه‌نامه عادی از محل مالکیت آقا ملا خرمن بیز.: [938, 1811, 1139, 1948]
- notice-entry: ردیف ۴۲ رای شماره ۱۳۴۳۳ - ۱۴۰۴/۱۱/۰۸ آقای محمدصادق فرزند هیبت اله بشماره شناسنامه ۶ صادره از شازند بشماره ملی ۰۶۲۲۸۳۷۶۸۴ در ششدانگ یکقطعه باغ به مساحت ۱۳۱۷/۷۶ مترمربع قسمتی از قطعه دوم تفکیکی پلاک ۴۷: [726, 2109, 926, 2200]
- notice-entry: ردیف ۲۶ رای شماره ۱۳۸۷۲ - ۱۴۰۴/۱۲/۰۵ آقای محمدرضا رمضانی فرزند غلامعباس بشماره شناسنامه ۷۵ صادره از بشماره ملی ۰۶۱۲۶۴۸۰۱۹ در ششدانگ یکقطعه زمین مزروعی به مساحت ۱۴۱۳۰/۲۵ مترمربع قسمتی از پلاک ۱۰ فرعی از ۹۵ اصلی واقع در بخش ۴ اراک حوزه ثبتی شازند خریداری برابر مبایعه‌نامه عادی از محل مالکیت غلامعباس رمضانی.: [938, 2097, 1139, 2235]
- logo-subtitle: روزنامه: [150, 48, 182, 59]
- notice-entry: ردیف ۸ رای شماره ۱۳۹۶۷ - ۱۴۰۴/۱۲/۰۹ آقای احمد طاهری فرزند حاتم بشماره شناسنامه ۳۶۷ صادره از شازند بشماره ملی ۰۶۱۲۵۶۳۷۷ در ششدانگ یکقطعه زمین مزروعی به مساحت ۲۹۳۴/۱۷ مترمربع قسمتی از پلاک ۴۱ اصلی واقع در بخش ۴ اراک حوزه ثبتی شازند خریداری برابر مبایعه‌نامه عادی از محل مالکیت سید تقی صادقی نکویی.: [1150, 1490, 1350, 1627]
- notice-entry: ردیف ۴۰ رای شماره ۱۳۹۰۶ - ۱۴۰۴/۱۲/۰۶ آقای نادعلی سالاروند فرزند احمدعلی بشماره شناسنامه ۵ صادره از ازنا بشماره ملی ۴۲۱۸۶۹۲۶۵۴ در ششدانگ یکقطعه زمین مزروعی به مساحت ۲۴۸۵۷/۴۶ مترمربع قسمتی از پلاک ۱۶ اصلی واقع در بخش یک جاپلق حوزه ثبتی شازند خریداری برابر مبایعه‌نامه عادی از محل مالکیت طرفعلی بداغی.: [726, 1838, 926, 1976]
- notice-entry: ردیف ۴۹ رای شماره ۱۳۰۳۸ - ۱۴۰۴/۱۱/۲۱ آقای هادی رحیمی فرزند طوفان بشماره شناسنامه ۵۹۳۰۰۷۰۰۱ در ششدانگ یکقطعه زمین مزروعی به مساحت ۲۱۰۲/۸۶ مترمربع قسمتی از پلاک ۷۷ اصلی واقع در بخش ۵ اراک حوزه ثبتی شازند خریداری برابر مبایعه‌نامه عادی از محل مالکیت قربان علی اسدی و محمد کاوکانی.: [514, 962, 715, 1085]
- column-6: [90, 130, 290, 2027]
- notice-entry: ردیف ۵۸ رای شماره ۱۳۰۴۴ - ۱۴۰۴/۱۱/۲۱ آقای هادی رحیمی فرزند طوفان بشماره شناسنامه ۵۹۳۰۰۷۰۰۱ در ششدانگ یکقطعه زمین مزروعی به مساحت ۳۴۳۷/۴۰ مترمربع قسمتی از پلاک ۷۷ اصلی واقع در بخش ۵ اراک حوزه ثبتی شازند خریداری برابر مبایعه‌نامه عادی از محل مالکیت قربان علی اسدی و محمد کاوکانی.: [302, 274, 503, 396]
- column-divider: [931, 130, 932, 1930]
- notice-entry: ردیف ۸۲ رای شماره ۱۳۰۶۰ - ۱۴۰۴/۱۱/۲۱ آقای علی احمد کاشانی فرزند محمد بشماره شناسنامه ۴۴۵ صادره از شازند بشماره ملی ۰۶۲۱۸۳۳۳۳۴ در ششدانگ یکقطعه زمین مزروعی به مساحت ۱۲۸۲۲/۹۶ مترمربع قسمتی از پلاک یک فرعی از ۵۴ اصلی واقع در بخش ۴ اراک حوزه ثبتی شازند خریداری برابر مبایعه‌نامه عادی از محل مالکیت هاجر ترابی.: [90, 1629, 290, 1751]
- notice-entry: ردیف ۳۹ رای شماره ۱۳۹۰۸ - ۱۴۰۴/۱۲/۰۶ آقای نادعلی سالاروند فرزند احمدعلی بشماره شناسنامه ۵ صادره از ازنا بشماره ملی ۴۲۱۸۶۹۲۶۵۴ در ششدانگ یکقطعه زمین مزروعی به مساحت ۳۱۸۱/۵۳ مترمربع قسمتی از پلاک ۱۶ اصلی واقع در بخش یک جاپلق حوزه ثبتی شازند خریداری برابر مبایعه‌نامه عادی از محل مالکیت طرفعلی بداغی.: [726, 1695, 926, 1832]
- notice-entry: ردیف ۱۳ رای شماره ۱۳۹۵۲ - ۱۴۰۴/۱۲/۰۶ آقای غلامعباس ولی‌پور فرزند امید علی بشماره شناسنامه ۳۱۳ صادره از اشترینان بشماره ملی: [1150, 2206, 1350, 2266]
- logo-mark: ساماس: [60, 48, 190, 106]
- notice-entry: ردیف ۳۷ رای شماره ۱۳۴۵۷ - ۱۴۰۴/۱۱/۰۸ آقای علی شهبازی فرزند آیت اله بشماره شناسنامه ۳۳ صادره از بشماره ملی ۰۶۲۱۸۰۰۰۳ در ششدانگ یکقطعه باغ به مساحت ۲۳۳۳/۴۷ مترمربع قسمتی از پلاک ۹۴ اصلی واقع در بخش ۴ اراک حوزه ثبتی شازند خریداری برابر مبایعه‌نامه عادی از محل مالکیت محمد و جواد محمدی.: [726, 1424, 927, 1546]
- notice-entry: ردیف ۲۱ رای شماره ۱۳۹۰۹ - ۱۴۰۴/۱۲/۰۶ آقای نادعلی سالاروند فرزند احمدعلی بشماره شناسنامه ۵ صادره از ازنا بشماره ملی ۴۲۱۸۶۹۲۶۵۴ در ششدانگ یکقطعه زمین مزروعی به مساحت ۱۸۸۹۶/۴۷ مترمربع قسمتی از پلاک ۱۶ اصلی واقع در بخش یک جاپلق حوزه ثبتی شازند خریداری برابر مبایعه‌نامه عادی از محل مالکیت طرفعلی بداغی.: [938, 1380, 1138, 1518]
- notice-entry: ردیف ۶۳ رای شماره ۱۴۰۷۵ - ۱۴۰۴/۱۲/۲۳ آقای خدایار نجاریان فرزند علی جواد بشماره شناسنامه ۴۵۰ صادره از شازند بشماره ملی ۰۶۲۱۰۲۷۲۶ در سه دانگ مشاع از ششدانگ یکقطعه زمین مزروعی به مساحت ۵۱۵۵/۶۳ متر مربع قسمتی از پلاک ۸۲ اصلی واقع در بخش ۴ اراک حوزه ثبتی شازند خریداری برابر مبایعه نامه عادی از محل مالکیت علی‌اصغر فیروزی.: [302, 959, 502, 1097]
- notice-entry: ردیف ۱۲ رای شماره ۱۳۹۵۵ - ۱۴۰۴/۱۲/۰۶ آقای غلامعباس ولی‌پور فرزند امید علی بشماره شناسنامه ۳۱۳ صادره از اشترینان بشماره ملی ۵۵۷۹۶۹۹۲ در ششدانگ یکقطعه زمین مزروعی به مساحت ۲۱۴۸۳/۸۷ مترمربع قسمتی از پلاک ۲۰۴ اصلی واقع در بخش ۵ اراک حوزه ثبتی شازند خریداری برابر مبایعه‌نامه عادی از محل مالکیت شکراله حیدری.: [1150, 2063, 1351, 2201]
- notice-entry: ردیف ۶۹ رای شماره ۱۴۰۶۲ - ۱۴۰۴/۱۲/۲۳ آقای خدایار نجاریان فرزند علی جواد بشماره شناسنامه ۴۵۰ صادره از شازند بشماره ملی ۰۶۲۱۰۲۷۲۶ در سه دانگ مشاع از ششدانگ یکقطعه زمین مزروعی به مساحت ۳۷۲۷/۷۵ مترمربع قسمتی از پلاک ۸۲ اصلی واقع در بخش ۴ اراک حوزه ثبتی شازند خریداری برابر مبایعه‌نامه عادی از محل مالکیت علی‌اصغر فیروزی.: [302, 1819, 502, 1957]
- notice-entry: ردیف ۶۸ رای شماره ۱۴۰۵۸ - ۱۴۰۴/۱۲/۲۳ آقای پناهبرخدا لشنی فرزند علی جواد بشماره شناسنامه ۴۷۴ صادره از شازند بشماره ملی ۰۶۲۱۰۳۹۷۱ در سه دانگ مشاع از ششدانگ یکقطعه زمین مزروعی به مساحت ۲۶۷۶/۲۸ مترمربع قسمتی از پلاک ۸۲ اصلی واقع در بخش ۴ اراک حوزه ثبتی شازند خریداری برابر مبایعه‌نامه عادی از محل مالکیت علی‌اصغر فیروزی.: [302, 1676, 502, 1814]
- notice-entry: ردیف ۵۶ رای شماره ۱۳۰۳۶ - ۱۴۰۴/۱۱/۲۱ آقای هادی رحیمی فرزند طوفان بشماره شناسنامه ۵۹۳۰۰۷۰۰۱ در ششدانگ یکقطعه زمین مزروعی به مساحت ۱۴۴۴/۱۵ مترمربع قسمتی از پلاک ۷۷ اصلی واقع در بخش ۵ اراک حوزه ثبتی شازند خریداری برابر مبایعه‌نامه عادی از محل مالکیت قربان علی اسدی و محمد کاوکانی.: [514, 1857, 715, 1979]
- column-4: [514, 130, 715, 1979]
- notice-entry: ردیف ۲۲ رای شماره ۱۳۹۱۴ - ۱۴۰۴/۱۲/۰۶ آقای عزت اله خرمن بیز فرزند آقا ملا بشماره شناسنامه ۵۵۰ صادره از شازند بشماره ملی ۵۹۳۹۸۱۶۷۷۹ در ششدانگ یکقطعه زمین مزروعی به مساحت ۱۵۷۷/۲۶ مترمربع قسمتی از پلاک ۱۳۶ اصلی واقع در بخش یک جاپلق حوزه ثبتی شازند خریداری برابر مبایعه‌نامه عادی از محل مالکیت آقا ملا خرمن بیز.: [938, 1524, 1139, 1662]
- footer-second-date: سه‌شنبه ۱۴۰۵/۰۲/۱۵: [170, 1952, 290, 1967]
- column-divider: [719, 130, 720, 1930]
- notice-entry: ردیف ۷۲ رای شماره ۱۴۰۵۲ - ۱۴۰۴/۱۲/۲۳ آقای خدایار نجاریان فرزند علی جواد بشماره شناسنامه ۴۵۰ صادره از شازند بشماره ملی ۰۶۲۱۰۲۷۲۶ در سه دانگ مشاع از ششدانگ یکقطعه زمین مزروعی به مساحت ۳۳۷۸/۲۴ مترمربع قسمتی از پلاک ۸۲ اصلی واقع در بخش ۴ اراک حوزه ثبتی شازند خریداری برابر مبایعه‌نامه عادی از محل مالکیت علی‌اصغر فیروزی.: [90, 227, 290, 365]
- notice-entry: ۵۵۷۹۶۹۹۲ در ششدانگ یکقطعه زمین مزروعی به مساحت ۳۳۵۲۶/۳ مترمربع قسمتی از پلاک ۲۰۴ اصلی واقع در بخش ۵ اراک حوزه ثبتی شازند خریداری برابر مبایعه‌نامه عادی از محل مالکیت شکراله حیدری.: [938, 281, 1138, 371]
- notice-entry: ردیف ۴۶ رای شماره ۱۳۰۳۴ - ۱۴۰۴/۱۱/۲۱ آقای هادی رحیمی فرزند طوفان بشماره شناسنامه ۵۹۳۰۰۷۰۰۱ در ششدانگ یکقطعه زمین مزروعی به مساحت ۱۶۶۶/۲۴ مترمربع قسمتی از پلاک ۷۷ اصلی واقع در بخش ۵ اراک حوزه ثبتی شازند خریداری برابر مبایعه‌نامه عادی از محل مالکیت قربان علی اسدی و محمد کاوکانی.: [514, 579, 715, 701]
- notice-entry: ردیف ۲۸ رای شماره ۱۳۹۸۹ - ۱۴۰۴/۱۲/۱۷ آقای رضا باجلان فرزند درویشعلی بشماره شناسنامه ۳۱۲۸ صادره از شازند بشماره ملی ۰۰۵۳۰۶۸۷۷۳ در ششدانگ یکقطعه باغ به مساحت ۲۸۹۹/۹۶ مترمربع قسمتی از پلاک ۳۹ اصلی واقع در بخش ۴ اراک حوزه ثبتی شازند خریداری برابر مبایعه‌نامه عادی از محل مالکیت صفر باجلان.: [726, 258, 927, 380]
- footer-first-date: سه‌شنبه ۱۴۰۵/۰۲/۰۱: [170, 1912, 290, 1927]
- notice-entry: ردیف ۵۳ رای شماره ۱۳۰۱۶ - ۱۴۰۴/۱۱/۲۱ آقای هادی رحیمی فرزند طوفان بشماره شناسنامه ۵۹۳۰۰۷۰۰۱ در ششدانگ یکقطعه زمین مزروعی به مساحت ۱۸۵۵/۲۴ مترمربع قسمتی از پلاک ۷۷ اصلی واقع در بخش ۵ اراک حوزه ثبتی شازند خریداری برابر مبایعه‌نامه عادی از محل مالکیت قربان علی اسدی و محمد کاوکانی.: [514, 1473, 715, 1596]
- notice-entry: ردیف ۴ رای شماره ۱۳۸۵۸ - ۱۴۰۴/۱۲/۰۵ آقای غلامرضا نوشاد فرزند غلامحسین بشماره شناسنامه ۵ صادره از بشماره ملی ۰۶۲۲۱۵۷۴۷۷ در ششدانگ یکقطعه زمین مزروعی به مساحت ۱۱۸/۸۲ مترمربع قسمتی از پلاک ۱۱۵ اصلی واقع در بخش ۴ اراک حوزه ثبتی شازند خریداری برابر مبایعه‌نامه عادی از محل مالکیت طاهره ترابی.: [1150, 963, 1350, 1085]
- notice-entry: ردیف ۷۵ رای شماره ۱۴۰۴۳ - ۱۴۰۴/۱۲/۲۳ آقای پناهبرخدا لشنی فرزند علی جواد بشماره شناسنامه ۴۷۴ صادره از شازند بشماره ملی ۰۶۲۱۰۳۹۷۱ در سه دانگ مشاع از ششدانگ یکقطعه زمین مزروعی به مساحت ۱۱۱۱/۵۱ مترمربع قسمتی از پلاک ۸۲ اصلی واقع در بخش ۴ اراک حوزه ثبتی شازند خریداری برابر مبایعه‌نامه عادی از محل مالکیت علی‌اصغر فیروزی.: [90, 657, 290, 795]
